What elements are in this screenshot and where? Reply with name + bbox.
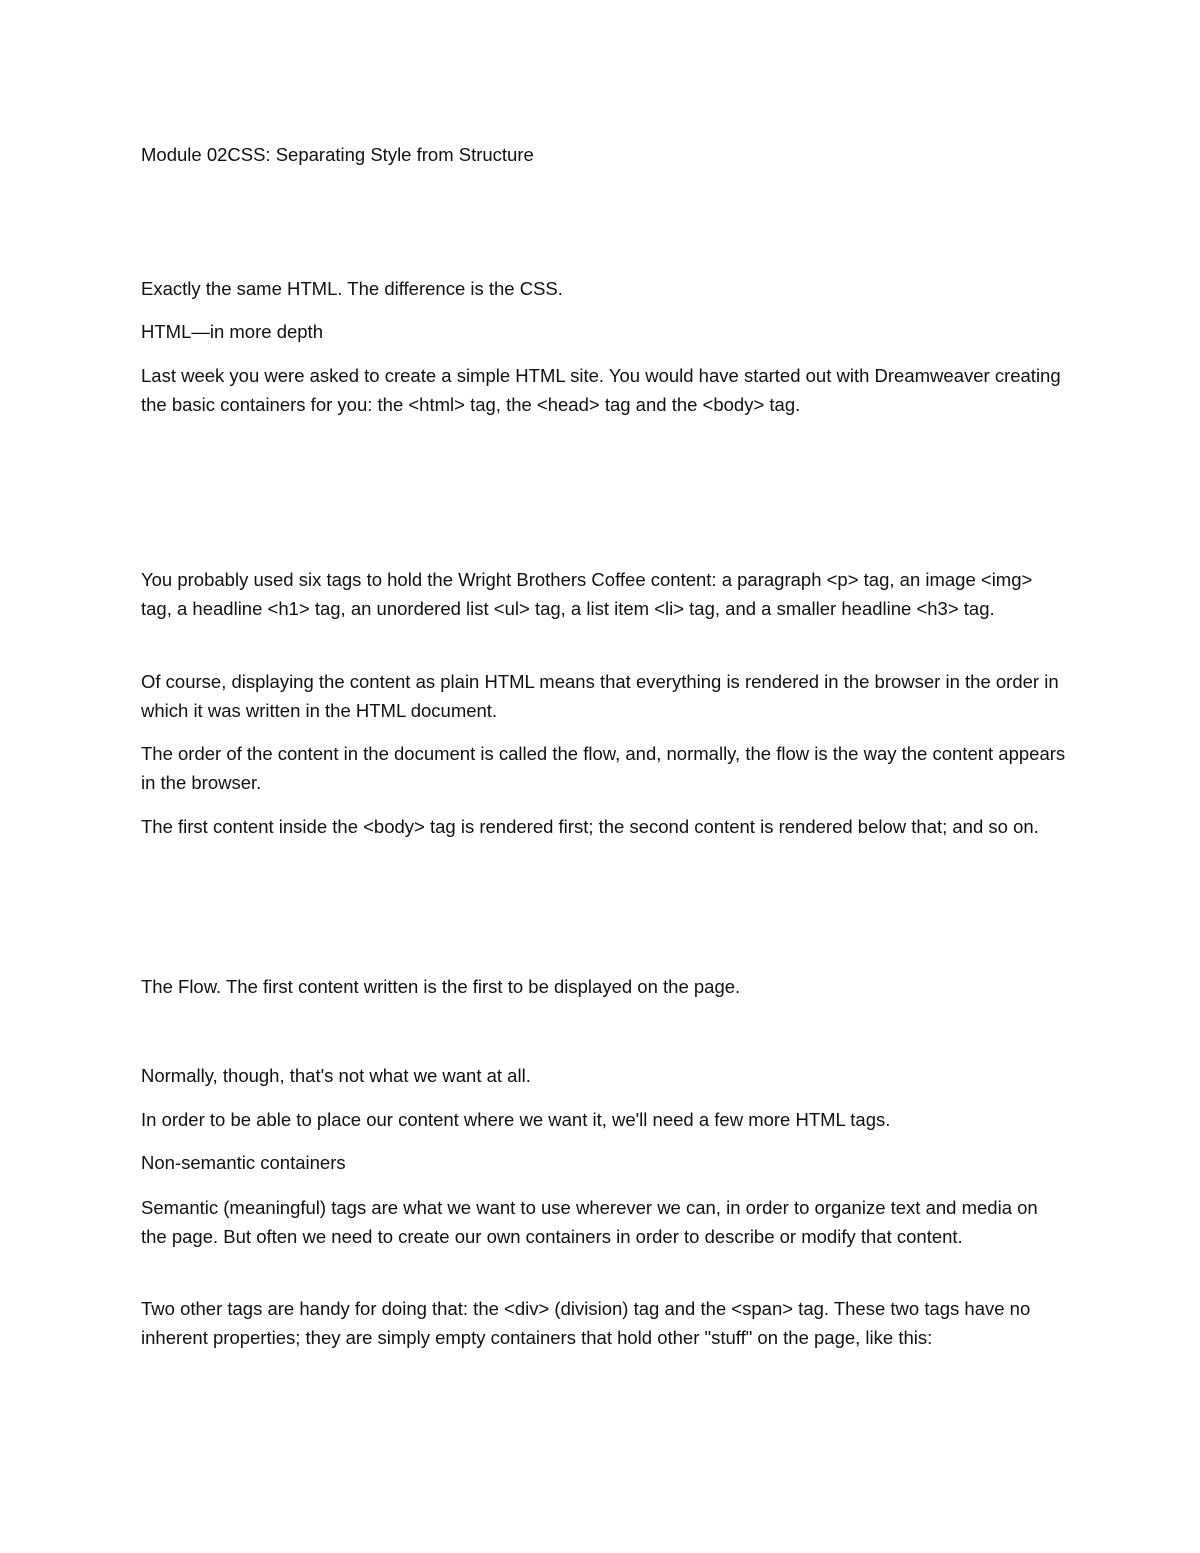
paragraph-more-tags: In order to be able to place our content where we want it, we'll need a few more HTML tags.	[141, 1109, 891, 1130]
paragraph-first-content: The first content inside the <body> tag is rendered first; the second content is rendered below that; and so on.	[141, 816, 1039, 837]
document-title: Module 02CSS: Separating Style from Structure	[141, 144, 534, 165]
heading-html-in-more-depth: HTML—in more depth	[141, 321, 323, 342]
heading-non-semantic-containers: Non-semantic containers	[141, 1152, 346, 1173]
caption-the-flow: The Flow. The first content written is the first to be displayed on the page.	[141, 976, 741, 997]
paragraph-div-span: Two other tags are handy for doing that: the <div> (division) tag and the <span> tag. These two tags have no inherent properties; they are simply empty containers that hold other "stuff" on the page, like this:	[141, 1298, 1031, 1348]
paragraph-not-what-we-want: Normally, though, that's not what we want at all.	[141, 1065, 531, 1086]
paragraph-flow-definition: The order of the content in the document is called the flow, and, normally, the flow is the way the content appears in the browser.	[141, 743, 1066, 793]
paragraph-last-week: Last week you were asked to create a simple HTML site. You would have started out with Dreamweaver creating the basic containers for you: the <html> tag, the <head> tag and the <body> tag.	[141, 365, 1061, 415]
paragraph-six-tags: You probably used six tags to hold the Wright Brothers Coffee content: a paragraph <p> tag, an image <img> tag, a headline <h1> tag, an unordered list <ul> tag, a list item <li> tag, and a smaller headline <h3> tag.	[141, 569, 1033, 619]
paragraph-semantic-tags: Semantic (meaningful) tags are what we want to use wherever we can, in order to organize text and media on the page. But often we need to create our own containers in order to describe or modify that content.	[141, 1197, 1038, 1247]
paragraph-plain-html: Of course, displaying the content as plain HTML means that everything is rendered in the browser in the order in which it was written in the HTML document.	[141, 671, 1059, 721]
paragraph-same-html: Exactly the same HTML. The difference is the CSS.	[141, 278, 563, 299]
